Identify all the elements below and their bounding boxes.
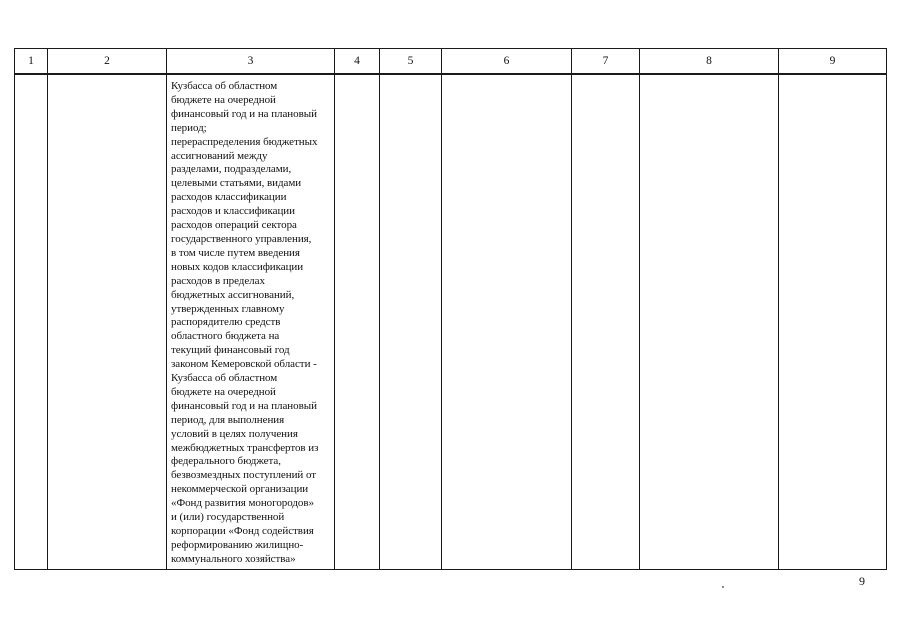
column-header-5: 5	[380, 49, 442, 75]
column-header-4: 4	[335, 49, 380, 75]
column-header-3: 3	[167, 49, 335, 75]
cell-description-text: Кузбасса об областном бюджете на очередной финансовый год и на плановый период; перераспределения бюджетных ассигнований между разделами, подразделами, целевыми статьями, видами расходов классификации расходов и классификации расходов операций сектора государственного управления, в том числе путем введения новых кодов классификации расходов в пределах бюджетных ассигнований, утвержденных главному распорядителю средств областного бюджета на текущий финансовый год законом Кемеровской области - Кузбасса об областном бюджете на очередной финансовый год и на плановый период, для выполнения условий в целях получения межбюджетных трансфертов из федерального бюджета, безвозмездных поступлений от некоммерческой организации «Фонд развития моногородов» и (или) государственной корпорации «Фонд содействия реформированию жилищно- коммунального хозяйства»	[171, 80, 319, 565]
column-header-6: 6	[442, 49, 572, 75]
table-cell-col5	[380, 74, 442, 569]
column-header-8: 8	[640, 49, 779, 75]
column-header-7: 7	[572, 49, 640, 75]
header-row	[15, 49, 887, 75]
table-row	[15, 74, 887, 569]
column-header-9: 9	[779, 49, 887, 75]
table-cell-col9	[779, 74, 887, 569]
scan-speck	[722, 586, 724, 588]
column-header-2: 2	[48, 49, 167, 75]
table-cell-col1	[15, 74, 48, 569]
table-cell-col8	[640, 74, 779, 569]
table-cell-col2	[48, 74, 167, 569]
table-cell-col6	[442, 74, 572, 569]
table-cell-col3	[167, 74, 335, 569]
page-number: 9	[859, 574, 865, 588]
column-header-1: 1	[15, 49, 48, 75]
table-cell-col7	[572, 74, 640, 569]
table-cell-col4	[335, 74, 380, 569]
data-table	[14, 48, 887, 570]
